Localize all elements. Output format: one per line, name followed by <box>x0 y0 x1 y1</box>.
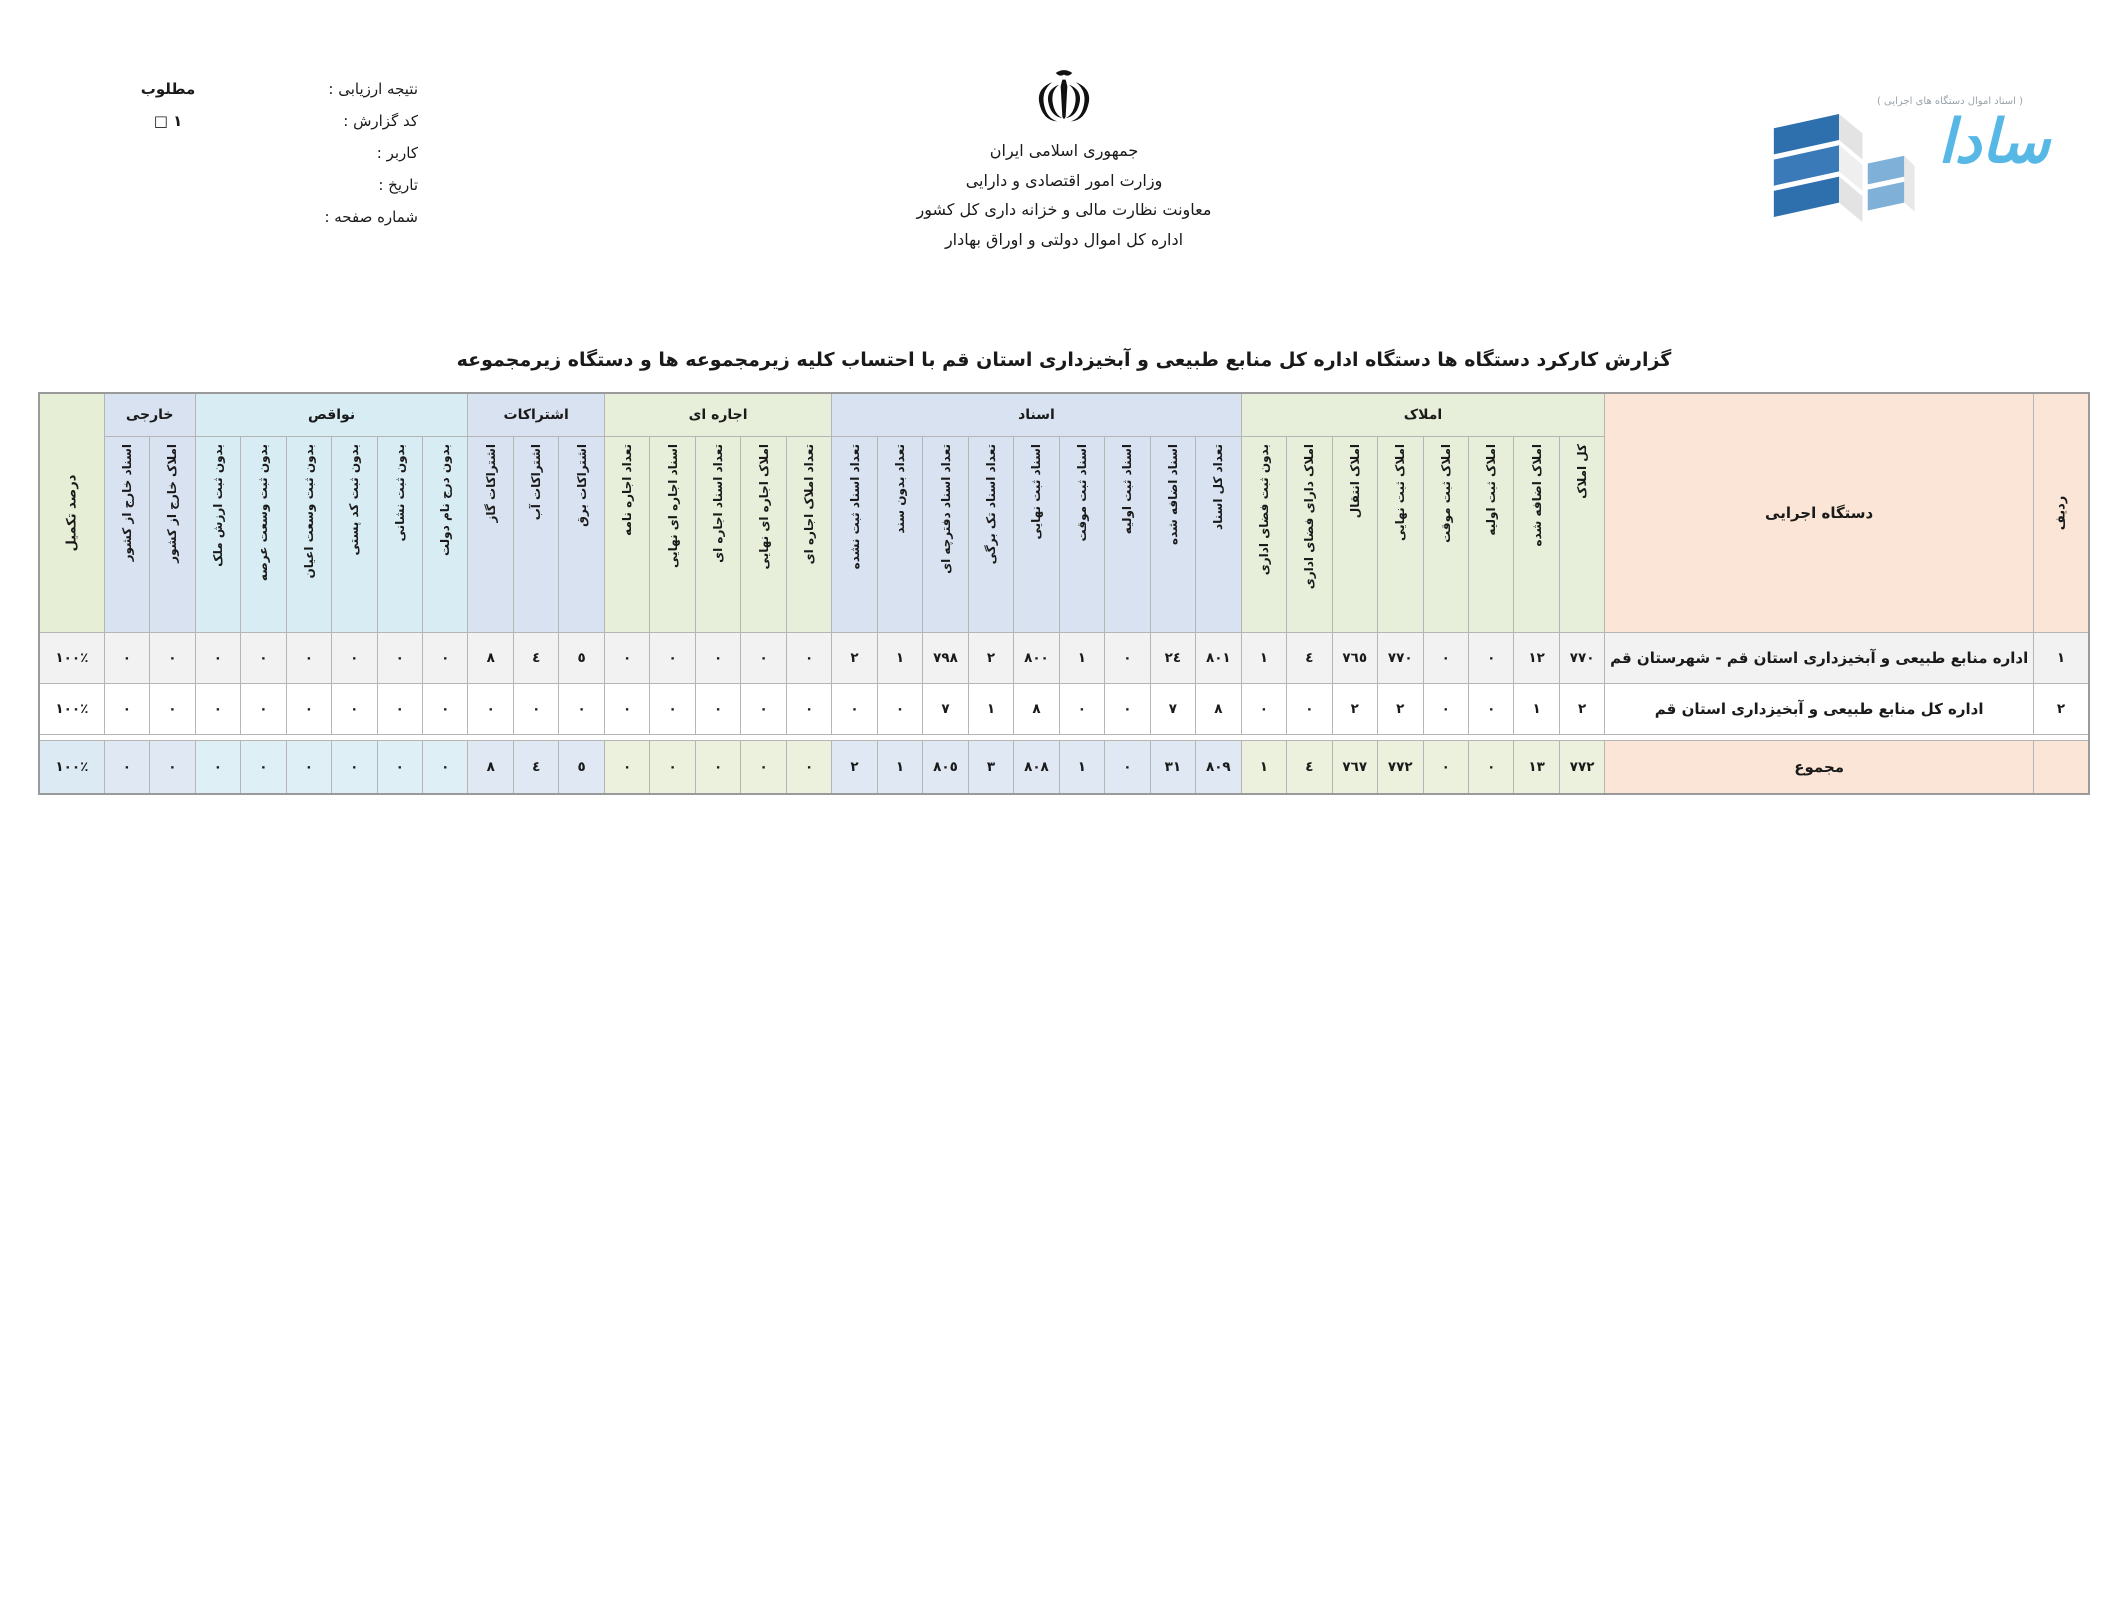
cell: ٤ <box>513 741 558 795</box>
column-header: بدون ثبت ارزش ملک <box>195 437 240 633</box>
cell: ١٣ <box>1514 741 1559 795</box>
cell: ٠ <box>832 684 878 735</box>
cell: ٨٠٨ <box>1014 741 1059 795</box>
cell: ١ <box>877 741 922 795</box>
cell: ٧٦٧ <box>1332 741 1377 795</box>
cell: ٠ <box>695 684 740 735</box>
column-header: بدون ثبت وسعت اعیان <box>286 437 331 633</box>
cell: ٤ <box>1287 633 1332 684</box>
cell: ٧٧٠ <box>1378 633 1423 684</box>
dept-name-cell: اداره منابع طبیعی و آبخیزداری استان قم - شهرستان قم <box>1605 633 2034 684</box>
dept-header: دستگاه اجرایی <box>1605 393 2034 633</box>
column-header: املاک دارای فضای اداری <box>1287 437 1332 633</box>
cell: ٠ <box>377 741 422 795</box>
column-header: تعداد اسناد دفترچه ای <box>923 437 968 633</box>
cell: ٠ <box>422 684 467 735</box>
cell: ٤ <box>513 633 558 684</box>
cell: ٥ <box>559 741 604 795</box>
cell: ٨ <box>1196 684 1241 735</box>
cell: ٧٧٢ <box>1378 741 1423 795</box>
cell: ٠ <box>422 741 467 795</box>
cell: ٠ <box>286 633 331 684</box>
evaluation-result-label: نتیجه ارزیابی : <box>328 80 418 98</box>
org-line-office: اداره کل اموال دولتی و اوراق بهادار <box>944 229 1184 249</box>
cell: ٧٧٢ <box>1559 741 1604 795</box>
column-header: املاک انتقال <box>1332 437 1377 633</box>
report-title: گزارش کارکرد دستگاه ها دستگاه اداره کل منابع طبیعی و آبخیزداری استان قم با احتساب کلیه زیرمجموعه ها و دستگاه زیرمجموعه <box>456 349 1672 371</box>
group-header-amlak: املاک <box>1241 393 1605 437</box>
column-header: تعداد اسناد اجاره ای <box>695 437 740 633</box>
cell: ٠ <box>1105 633 1150 684</box>
iran-emblem-icon <box>1037 68 1091 128</box>
column-header: تعداد کل اسناد <box>1196 437 1241 633</box>
radif-cell: ١ <box>2033 633 2089 684</box>
cell: ٠ <box>604 684 650 735</box>
cell: ٠ <box>150 684 195 735</box>
cell: ٢ <box>1559 684 1604 735</box>
cell: ٠ <box>1105 741 1150 795</box>
cell: ٠ <box>695 633 740 684</box>
cell: ١ <box>1241 741 1287 795</box>
group-header-navaghes: نواقص <box>195 393 468 437</box>
column-header: اسناد ثبت موقت <box>1059 437 1104 633</box>
column-header: اسناد ثبت اولیه <box>1105 437 1150 633</box>
cell: ٠ <box>650 633 695 684</box>
total-row <box>39 741 2089 795</box>
column-header: اشتراکات آب <box>513 437 558 633</box>
cell: ٧٦٥ <box>1332 633 1377 684</box>
org-line-deputy: معاونت نظارت مالی و خزانه داری کل کشور <box>916 200 1212 220</box>
cell: ٠ <box>786 684 831 735</box>
cell: ٠ <box>786 741 831 795</box>
percent-cell: ١٠٠٪ <box>39 633 104 684</box>
column-header: اسناد ثبت نهایی <box>1014 437 1059 633</box>
cell: ١ <box>1059 633 1104 684</box>
cell: ٠ <box>604 633 650 684</box>
cell: ٢ <box>832 633 878 684</box>
group-header-asnad: اسناد <box>832 393 1241 437</box>
group-header-row <box>39 393 2089 437</box>
column-header: بدون ثبت نشانی <box>377 437 422 633</box>
cell: ٠ <box>377 633 422 684</box>
column-header: تعداد اسناد تک برگی <box>968 437 1013 633</box>
cell: ٣ <box>968 741 1013 795</box>
cell: ٠ <box>741 684 786 735</box>
column-header: بدون ثبت فضای اداری <box>1241 437 1287 633</box>
cell: ٠ <box>559 684 604 735</box>
cell: ٠ <box>1468 684 1513 735</box>
total-label-cell: مجموع <box>1605 741 2034 795</box>
column-header: تعداد بدون سند <box>877 437 922 633</box>
cell: ٨٠٩ <box>1196 741 1241 795</box>
column-header: تعداد املاک اجاره ای <box>786 437 831 633</box>
cell: ٠ <box>786 633 831 684</box>
table-row <box>39 633 2089 684</box>
cell: ٨ <box>1014 684 1059 735</box>
report-table <box>38 392 2090 795</box>
cell: ١ <box>1241 633 1287 684</box>
cell: ٥ <box>559 633 604 684</box>
sada-logo-wordmark: سادا <box>1938 107 2050 177</box>
column-header: املاک اضافه شده <box>1514 437 1559 633</box>
group-header-ejare: اجاره ای <box>604 393 831 437</box>
column-header: کل املاک <box>1559 437 1604 633</box>
column-header: املاک ثبت نهایی <box>1378 437 1423 633</box>
date-label: تاریخ : <box>378 176 418 194</box>
report-table-wrapper <box>38 392 2090 795</box>
cell: ٠ <box>377 684 422 735</box>
cell: ٠ <box>877 684 922 735</box>
cell: ٠ <box>241 633 286 684</box>
cell: ٠ <box>195 684 240 735</box>
cell: ٠ <box>104 633 149 684</box>
percent-cell: ١٠٠٪ <box>39 741 104 795</box>
cell: ١ <box>1059 741 1104 795</box>
cell: ٢ <box>1332 684 1377 735</box>
cell: ٤ <box>1287 741 1332 795</box>
cell: ٠ <box>1423 741 1468 795</box>
cell: ٠ <box>1468 633 1513 684</box>
cell: ٠ <box>1423 633 1468 684</box>
cell: ٠ <box>741 633 786 684</box>
column-header: املاک ثبت اولیه <box>1468 437 1513 633</box>
column-header: املاک ثبت موقت <box>1423 437 1468 633</box>
cell: ٧٧٠ <box>1559 633 1604 684</box>
cell: ٠ <box>1241 684 1287 735</box>
cell: ١٢ <box>1514 633 1559 684</box>
dept-name-cell: اداره کل منابع طبیعی و آبخیزداری استان قم <box>1605 684 2034 735</box>
group-header-khareji: خارجی <box>104 393 195 437</box>
column-header: املاک خارج از کشور <box>150 437 195 633</box>
cell: ٠ <box>241 684 286 735</box>
cell: ٠ <box>104 684 149 735</box>
cell: ٠ <box>286 741 331 795</box>
radif-cell <box>2033 741 2089 795</box>
column-header: تعداد اسناد ثبت نشده <box>832 437 878 633</box>
cell: ١ <box>1514 684 1559 735</box>
cell: ٠ <box>332 684 377 735</box>
cell: ١ <box>877 633 922 684</box>
cell: ٠ <box>422 633 467 684</box>
evaluation-result-value: مطلوب <box>140 80 196 98</box>
cell: ٠ <box>286 684 331 735</box>
cell: ٠ <box>695 741 740 795</box>
cell: ٠ <box>604 741 650 795</box>
cell: ٠ <box>195 633 240 684</box>
sada-building-icon <box>1766 102 1916 242</box>
column-header: املاک اجاره ای نهایی <box>741 437 786 633</box>
cell: ٠ <box>1059 684 1104 735</box>
cell: ٠ <box>332 633 377 684</box>
cell: ٠ <box>650 741 695 795</box>
cell: ٠ <box>650 684 695 735</box>
cell: ٨٠١ <box>1196 633 1241 684</box>
cell: ٠ <box>332 741 377 795</box>
radif-cell: ٢ <box>2033 684 2089 735</box>
org-line-ministry: وزارت امور اقتصادی و دارایی <box>965 170 1163 190</box>
page-number-label: شماره صفحه : <box>324 208 418 226</box>
cell: ٢ <box>832 741 878 795</box>
cell: ٠ <box>1423 684 1468 735</box>
column-header: اشتراکات برق <box>559 437 604 633</box>
cell: ٨٠٥ <box>923 741 968 795</box>
column-header: اسناد خارج از کشور <box>104 437 149 633</box>
percent-cell: ١٠٠٪ <box>39 684 104 735</box>
cell: ٠ <box>104 741 149 795</box>
cell: ٠ <box>150 741 195 795</box>
cell: ٠ <box>1287 684 1332 735</box>
sada-logo <box>1766 86 2106 251</box>
cell: ٧٩٨ <box>923 633 968 684</box>
column-header: اشتراکات گاز <box>468 437 514 633</box>
report-code-label: کد گزارش : <box>343 112 418 130</box>
radif-header: ردیف <box>2033 393 2089 633</box>
cell: ٧ <box>923 684 968 735</box>
cell: ٣١ <box>1150 741 1195 795</box>
cell: ٢٤ <box>1150 633 1195 684</box>
cell: ١ <box>968 684 1013 735</box>
report-code-value: ١ □ <box>153 112 183 130</box>
cell: ٨ <box>468 741 514 795</box>
org-line-country: جمهوری اسلامی ایران <box>989 141 1139 160</box>
column-header: اسناد اضافه شده <box>1150 437 1195 633</box>
table-row <box>39 684 2089 735</box>
cell: ٢ <box>1378 684 1423 735</box>
cell: ٠ <box>241 741 286 795</box>
column-header: اسناد اجاره ای نهایی <box>650 437 695 633</box>
group-header-eshterakat: اشتراکات <box>468 393 604 437</box>
cell: ٠ <box>150 633 195 684</box>
cell: ٨ <box>468 633 514 684</box>
cell: ٠ <box>195 741 240 795</box>
cell: ٠ <box>741 741 786 795</box>
cell: ٧ <box>1150 684 1195 735</box>
sada-logo-tagline: ( اسناد اموال دستگاه های اجرایی ) <box>1876 96 2024 107</box>
user-label: کاربر : <box>376 144 418 162</box>
cell: ٠ <box>513 684 558 735</box>
column-header: بدون ثبت کد پستی <box>332 437 377 633</box>
column-header: بدون ثبت وسعت عرصه <box>241 437 286 633</box>
percent-header: درصد تکمیل <box>39 393 104 633</box>
column-header: بدون درج نام دولت <box>422 437 467 633</box>
cell: ٠ <box>1105 684 1150 735</box>
cell: ٠ <box>1468 741 1513 795</box>
column-header: تعداد اجاره نامه <box>604 437 650 633</box>
cell: ٢ <box>968 633 1013 684</box>
cell: ٨٠٠ <box>1014 633 1059 684</box>
cell: ٠ <box>468 684 514 735</box>
